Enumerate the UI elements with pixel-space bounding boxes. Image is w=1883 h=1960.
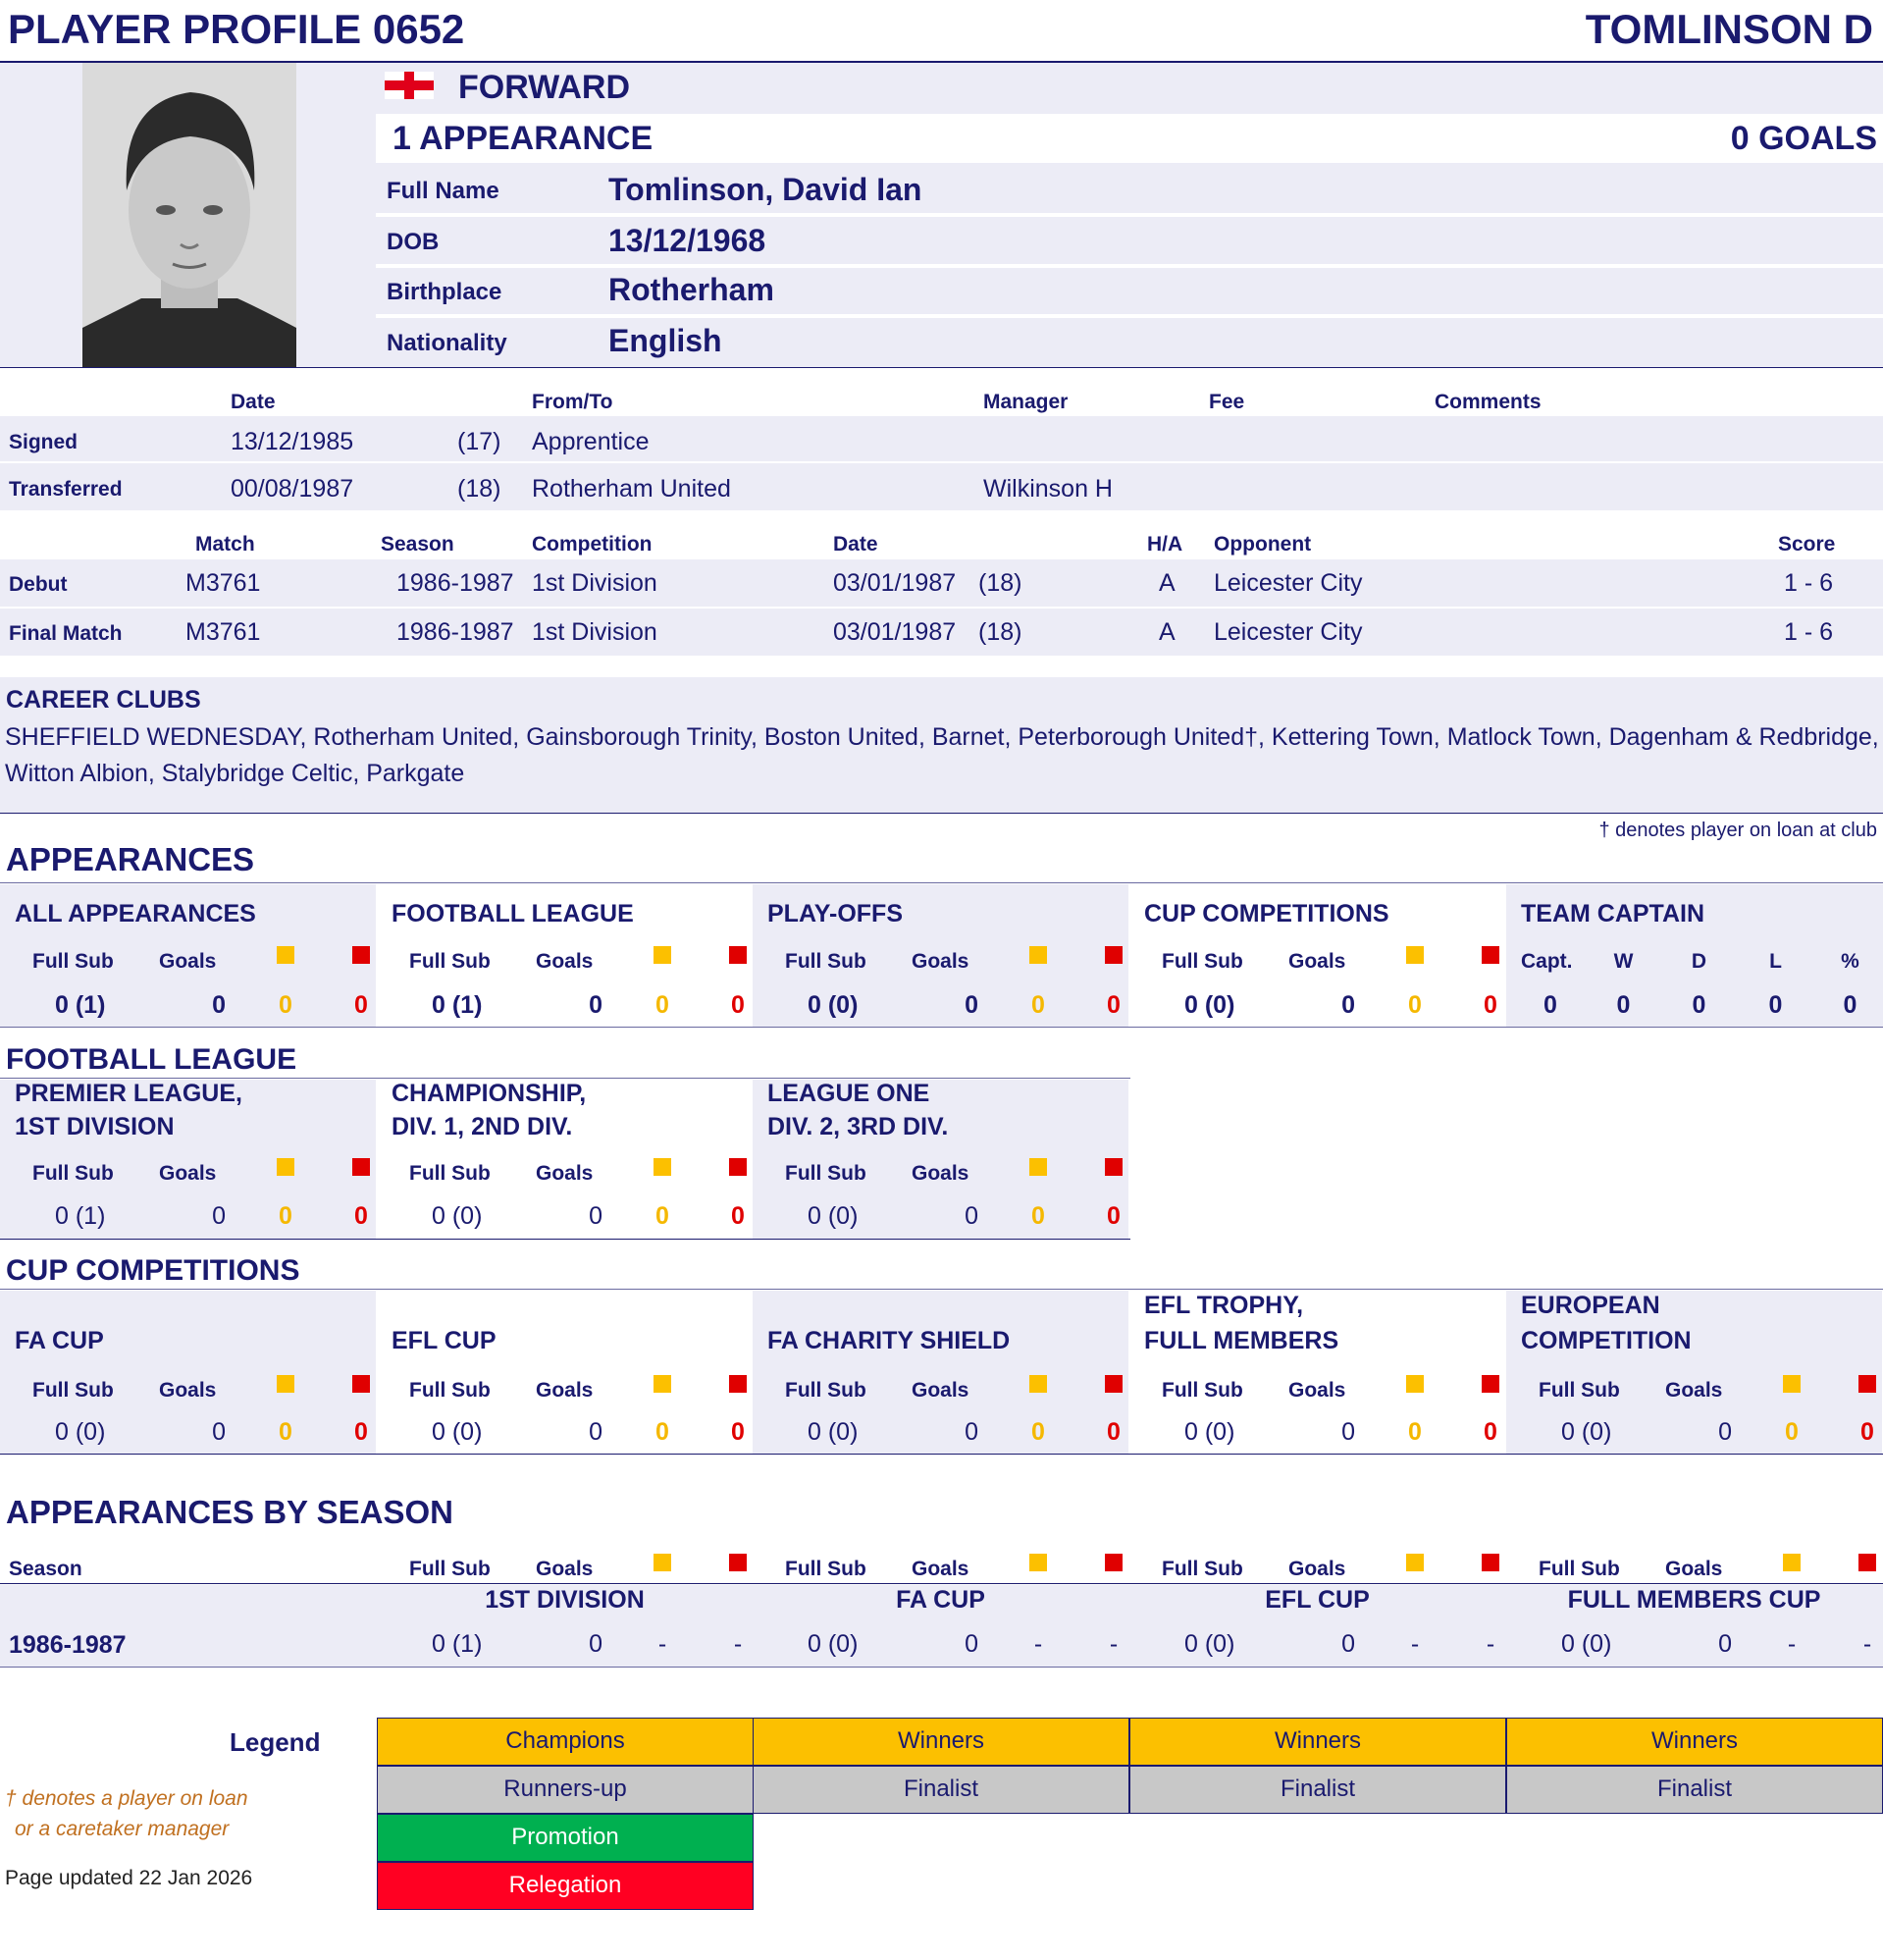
- legend-gold-cell: Winners: [1506, 1718, 1883, 1766]
- full-sub-header: Full Sub: [409, 950, 491, 973]
- red-cards-value: 0: [731, 991, 745, 1019]
- red-cards-value: 0: [354, 1418, 368, 1446]
- football-league-title: FOOTBALL LEAGUE: [6, 1043, 297, 1076]
- red-cards-value: 0: [731, 1418, 745, 1446]
- yellow-cards-value: 0: [279, 1418, 292, 1446]
- goals-header: Goals: [1288, 1379, 1346, 1402]
- red-cards-value: -: [1486, 1630, 1495, 1658]
- full-sub-header: Full Sub: [785, 1379, 866, 1402]
- captain-value-w: 0: [1616, 991, 1631, 1019]
- season-value: 1986-1987: [9, 1631, 127, 1659]
- goals-header: Goals: [536, 950, 594, 973]
- yellow-cards-value: 0: [279, 1202, 292, 1230]
- legend-promotion: Promotion: [377, 1814, 754, 1862]
- yellow-card-icon: [654, 946, 671, 964]
- block-title-line1: CHAMPIONSHIP,: [392, 1080, 587, 1107]
- competition-name: FA CUP: [896, 1586, 985, 1614]
- yellow-card-icon: [1029, 1554, 1047, 1571]
- match-header-season: Season: [381, 533, 454, 556]
- red-cards-value: 0: [1860, 1418, 1874, 1446]
- competition-name: EFL CUP: [1265, 1586, 1370, 1614]
- match-ha: A: [1159, 569, 1176, 597]
- captain-header-l: L: [1769, 950, 1782, 973]
- red-cards-value: 0: [1107, 1418, 1121, 1446]
- block-title: 1ST DIVISION: [15, 1113, 175, 1140]
- captain-header-w: W: [1613, 950, 1634, 973]
- goals-value: 0: [965, 1202, 978, 1230]
- match-id: M3761: [185, 618, 261, 646]
- red-card-icon: [1105, 946, 1123, 964]
- captain-header-d: D: [1691, 950, 1707, 973]
- transfer-header-date: Date: [231, 391, 276, 413]
- full-sub-value: 0 (0): [432, 1418, 483, 1446]
- transfer-date: 13/12/1985: [231, 428, 354, 455]
- goals-header: Goals: [159, 1379, 217, 1402]
- field-value-nationality: English: [608, 323, 722, 358]
- match-season: 1986-1987: [396, 618, 514, 646]
- block-title-line1: EUROPEAN: [1521, 1292, 1660, 1319]
- match-header-score: Score: [1778, 533, 1836, 556]
- goals-total: 0 GOALS: [1730, 120, 1877, 157]
- red-card-icon: [1105, 1158, 1123, 1176]
- player-name: TOMLINSON D: [1585, 6, 1873, 52]
- goals-value: 0: [589, 1202, 602, 1230]
- field-label-fullname: Full Name: [387, 178, 499, 204]
- block-title: FA CUP: [15, 1327, 104, 1354]
- transfer-age: (18): [457, 475, 501, 503]
- competition-name: 1ST DIVISION: [485, 1586, 645, 1614]
- legend-gold-cell: Champions: [377, 1718, 754, 1766]
- legend-relegation: Relegation: [377, 1862, 754, 1910]
- full-sub-value: 0 (0): [1561, 1418, 1612, 1446]
- full-sub-value: 0 (1): [55, 1202, 106, 1230]
- yellow-cards-value: 0: [1031, 991, 1045, 1019]
- goals-value: 0: [212, 1418, 226, 1446]
- red-cards-value: 0: [1107, 991, 1121, 1019]
- cup-competitions-title: CUP COMPETITIONS: [6, 1254, 300, 1287]
- full-sub-header: Full Sub: [1539, 1379, 1620, 1402]
- yellow-cards-value: 0: [655, 991, 669, 1019]
- yellow-cards-value: 0: [655, 1418, 669, 1446]
- position: FORWARD: [458, 69, 631, 106]
- goals-value: 0: [212, 991, 226, 1019]
- full-sub-value: 0 (0): [808, 1418, 859, 1446]
- red-cards-value: 0: [354, 991, 368, 1019]
- yellow-cards-value: -: [1787, 1630, 1797, 1658]
- block-title: CUP COMPETITIONS: [1144, 900, 1389, 927]
- block-title: FA CHARITY SHIELD: [767, 1327, 1011, 1354]
- full-sub-value: 0 (1): [432, 991, 483, 1019]
- goals-value: 0: [965, 1630, 978, 1658]
- goals-header: Goals: [1665, 1379, 1723, 1402]
- captain-value-capt: 0: [1543, 991, 1557, 1019]
- goals-value: 0: [1718, 1630, 1732, 1658]
- full-sub-value: 0 (0): [808, 991, 859, 1019]
- block-title-line1: PREMIER LEAGUE,: [15, 1080, 242, 1107]
- full-sub-value: 0 (0): [1184, 991, 1235, 1019]
- captain-header-capt: Capt.: [1521, 950, 1573, 973]
- captain-header-pct: %: [1841, 950, 1859, 973]
- legend-grey-cell: Finalist: [1129, 1766, 1506, 1814]
- field-label-nationality: Nationality: [387, 330, 507, 356]
- match-opponent: Leicester City: [1214, 569, 1363, 597]
- red-card-icon: [352, 1158, 370, 1176]
- goals-header: Goals: [536, 1379, 594, 1402]
- yellow-card-icon: [1029, 946, 1047, 964]
- red-card-icon: [729, 1375, 747, 1393]
- red-cards-value: -: [1862, 1630, 1872, 1658]
- appearances-total: 1 APPEARANCE: [392, 120, 654, 157]
- legend-grey-cell: Finalist: [753, 1766, 1129, 1814]
- season-header: Season: [9, 1558, 82, 1580]
- full-sub-header: Full Sub: [409, 1379, 491, 1402]
- transfer-label: Transferred: [9, 478, 123, 501]
- goals-value: 0: [965, 1418, 978, 1446]
- captain-value-l: 0: [1768, 991, 1783, 1019]
- legend-gold-cell: Winners: [753, 1718, 1129, 1766]
- yellow-cards-value: 0: [1408, 1418, 1422, 1446]
- full-sub-header: Full Sub: [1162, 1558, 1243, 1580]
- full-sub-value: 0 (0): [55, 1418, 106, 1446]
- block-title-line1: LEAGUE ONE: [767, 1080, 930, 1107]
- red-card-icon: [352, 1375, 370, 1393]
- transfer-club: Rotherham United: [532, 475, 731, 503]
- career-clubs-line1: SHEFFIELD WEDNESDAY, Rotherham United, Gainsborough Trinity, Boston United, Barnet, Peterborough United†, Kettering Town, Matlock Town, Dagenham & Redbridge,: [5, 723, 1879, 751]
- match-season: 1986-1987: [396, 569, 514, 597]
- yellow-card-icon: [1406, 946, 1424, 964]
- field-value-fullname: Tomlinson, David Ian: [608, 172, 922, 207]
- red-card-icon: [1105, 1375, 1123, 1393]
- yellow-cards-value: -: [657, 1630, 667, 1658]
- red-card-icon: [729, 1554, 747, 1571]
- yellow-card-icon: [654, 1375, 671, 1393]
- legend-note-line2: or a caretaker manager: [15, 1818, 230, 1840]
- yellow-cards-value: -: [1033, 1630, 1043, 1658]
- goals-header: Goals: [536, 1558, 594, 1580]
- yellow-card-icon: [277, 1375, 294, 1393]
- red-card-icon: [1858, 1375, 1876, 1393]
- transfer-label: Signed: [9, 431, 78, 453]
- block-title-line1: EFL TROPHY,: [1144, 1292, 1304, 1319]
- goals-header: Goals: [912, 950, 969, 973]
- page-updated: Page updated 22 Jan 2026: [5, 1867, 253, 1889]
- red-card-icon: [1482, 1375, 1499, 1393]
- full-sub-header: Full Sub: [1539, 1558, 1620, 1580]
- goals-header: Goals: [1288, 950, 1346, 973]
- player-photo: [82, 63, 296, 367]
- legend-grey-cell: Runners-up: [377, 1766, 754, 1814]
- appearances-title: APPEARANCES: [6, 841, 255, 877]
- transfer-age: (17): [457, 428, 501, 455]
- transfer-header-fee: Fee: [1209, 391, 1245, 413]
- full-sub-value: 0 (0): [432, 1202, 483, 1230]
- full-sub-value: 0 (1): [55, 991, 106, 1019]
- goals-value: 0: [589, 1418, 602, 1446]
- legend-title: Legend: [230, 1727, 321, 1757]
- transfer-header-comments: Comments: [1435, 391, 1542, 413]
- yellow-card-icon: [277, 1158, 294, 1176]
- transfer-club: Apprentice: [532, 428, 650, 455]
- full-sub-value: 0 (0): [1184, 1630, 1235, 1658]
- captain-value-d: 0: [1692, 991, 1706, 1019]
- full-sub-value: 0 (0): [808, 1630, 859, 1658]
- goals-value: 0: [1718, 1418, 1732, 1446]
- full-sub-header: Full Sub: [1162, 950, 1243, 973]
- match-date: 03/01/1987: [833, 569, 957, 597]
- block-title: EFL CUP: [392, 1327, 497, 1354]
- loan-note: † denotes player on loan at club: [1598, 820, 1877, 841]
- block-title: COMPETITION: [1521, 1327, 1692, 1354]
- goals-value: 0: [589, 991, 602, 1019]
- full-sub-header: Full Sub: [785, 1558, 866, 1580]
- yellow-card-icon: [1406, 1375, 1424, 1393]
- match-competition: 1st Division: [532, 618, 657, 646]
- block-title: TEAM CAPTAIN: [1521, 900, 1705, 927]
- legend-gold-cell: Winners: [1129, 1718, 1506, 1766]
- goals-value: 0: [589, 1630, 602, 1658]
- yellow-cards-value: 0: [1031, 1418, 1045, 1446]
- career-title: CAREER CLUBS: [6, 686, 201, 714]
- full-sub-value: 0 (1): [432, 1630, 483, 1658]
- yellow-card-icon: [654, 1554, 671, 1571]
- match-header-ha: H/A: [1147, 533, 1183, 556]
- goals-value: 0: [212, 1202, 226, 1230]
- match-age: (18): [978, 569, 1022, 597]
- block-title: DIV. 2, 3RD DIV.: [767, 1113, 949, 1140]
- captain-value-pct: 0: [1843, 991, 1857, 1019]
- block-title: DIV. 1, 2ND DIV.: [392, 1113, 573, 1140]
- page-title: PLAYER PROFILE 0652: [8, 6, 465, 52]
- yellow-cards-value: 0: [1785, 1418, 1799, 1446]
- red-cards-value: 0: [354, 1202, 368, 1230]
- yellow-card-icon: [277, 946, 294, 964]
- yellow-card-icon: [1029, 1158, 1047, 1176]
- goals-header: Goals: [1665, 1558, 1723, 1580]
- red-card-icon: [1482, 946, 1499, 964]
- goals-header: Goals: [912, 1379, 969, 1402]
- field-value-birthplace: Rotherham: [608, 272, 774, 307]
- full-sub-header: Full Sub: [32, 950, 114, 973]
- england-flag-icon: [385, 72, 434, 99]
- goals-header: Goals: [912, 1162, 969, 1185]
- red-card-icon: [352, 946, 370, 964]
- match-header-competition: Competition: [532, 533, 653, 556]
- red-card-icon: [1105, 1554, 1123, 1571]
- block-title: PLAY-OFFS: [767, 900, 903, 927]
- match-header-match: Match: [195, 533, 255, 556]
- red-card-icon: [1482, 1554, 1499, 1571]
- goals-header: Goals: [1288, 1558, 1346, 1580]
- full-sub-value: 0 (0): [1561, 1630, 1612, 1658]
- yellow-cards-value: 0: [655, 1202, 669, 1230]
- career-clubs-line2: Witton Albion, Stalybridge Celtic, Parkgate: [5, 760, 465, 787]
- match-label: Final Match: [9, 622, 123, 645]
- match-header-opponent: Opponent: [1214, 533, 1312, 556]
- match-score: 1 - 6: [1784, 569, 1834, 597]
- yellow-cards-value: 0: [1408, 991, 1422, 1019]
- goals-value: 0: [1341, 991, 1355, 1019]
- block-title: FOOTBALL LEAGUE: [392, 900, 634, 927]
- match-ha: A: [1159, 618, 1176, 646]
- goals-header: Goals: [159, 1162, 217, 1185]
- by-season-title: APPEARANCES BY SEASON: [6, 1494, 453, 1530]
- match-opponent: Leicester City: [1214, 618, 1363, 646]
- transfer-header-manager: Manager: [983, 391, 1069, 413]
- match-label: Debut: [9, 573, 68, 596]
- goals-header: Goals: [159, 950, 217, 973]
- match-date: 03/01/1987: [833, 618, 957, 646]
- goals-value: 0: [1341, 1630, 1355, 1658]
- transfer-header-fromto: From/To: [532, 391, 613, 413]
- goals-header: Goals: [912, 1558, 969, 1580]
- match-id: M3761: [185, 569, 261, 597]
- field-label-dob: DOB: [387, 229, 440, 255]
- yellow-cards-value: 0: [279, 991, 292, 1019]
- yellow-card-icon: [1029, 1375, 1047, 1393]
- legend-note-line1: † denotes a player on loan: [5, 1787, 248, 1810]
- yellow-card-icon: [1406, 1554, 1424, 1571]
- red-cards-value: 0: [1484, 991, 1497, 1019]
- full-sub-header: Full Sub: [785, 1162, 866, 1185]
- block-title: ALL APPEARANCES: [15, 900, 256, 927]
- match-competition: 1st Division: [532, 569, 657, 597]
- full-sub-header: Full Sub: [785, 950, 866, 973]
- goals-value: 0: [965, 991, 978, 1019]
- transfer-date: 00/08/1987: [231, 475, 354, 503]
- yellow-cards-value: 0: [1031, 1202, 1045, 1230]
- red-cards-value: 0: [1484, 1418, 1497, 1446]
- competition-name: FULL MEMBERS CUP: [1567, 1586, 1821, 1614]
- match-score: 1 - 6: [1784, 618, 1834, 646]
- full-sub-value: 0 (0): [808, 1202, 859, 1230]
- full-sub-header: Full Sub: [409, 1162, 491, 1185]
- legend-grey-cell: Finalist: [1506, 1766, 1883, 1814]
- red-card-icon: [729, 1158, 747, 1176]
- block-title: FULL MEMBERS: [1144, 1327, 1339, 1354]
- full-sub-header: Full Sub: [32, 1379, 114, 1402]
- red-card-icon: [1858, 1554, 1876, 1571]
- full-sub-header: Full Sub: [32, 1162, 114, 1185]
- red-card-icon: [729, 946, 747, 964]
- red-cards-value: -: [1109, 1630, 1119, 1658]
- red-cards-value: -: [733, 1630, 743, 1658]
- yellow-card-icon: [1783, 1554, 1801, 1571]
- transfer-manager: Wilkinson H: [983, 475, 1113, 503]
- full-sub-value: 0 (0): [1184, 1418, 1235, 1446]
- field-value-dob: 13/12/1968: [608, 223, 766, 258]
- red-cards-value: 0: [1107, 1202, 1121, 1230]
- red-cards-value: 0: [731, 1202, 745, 1230]
- goals-value: 0: [1341, 1418, 1355, 1446]
- field-label-birthplace: Birthplace: [387, 279, 502, 305]
- yellow-card-icon: [654, 1158, 671, 1176]
- full-sub-header: Full Sub: [1162, 1379, 1243, 1402]
- full-sub-header: Full Sub: [409, 1558, 491, 1580]
- yellow-cards-value: -: [1410, 1630, 1420, 1658]
- match-header-date: Date: [833, 533, 878, 556]
- match-age: (18): [978, 618, 1022, 646]
- yellow-card-icon: [1783, 1375, 1801, 1393]
- goals-header: Goals: [536, 1162, 594, 1185]
